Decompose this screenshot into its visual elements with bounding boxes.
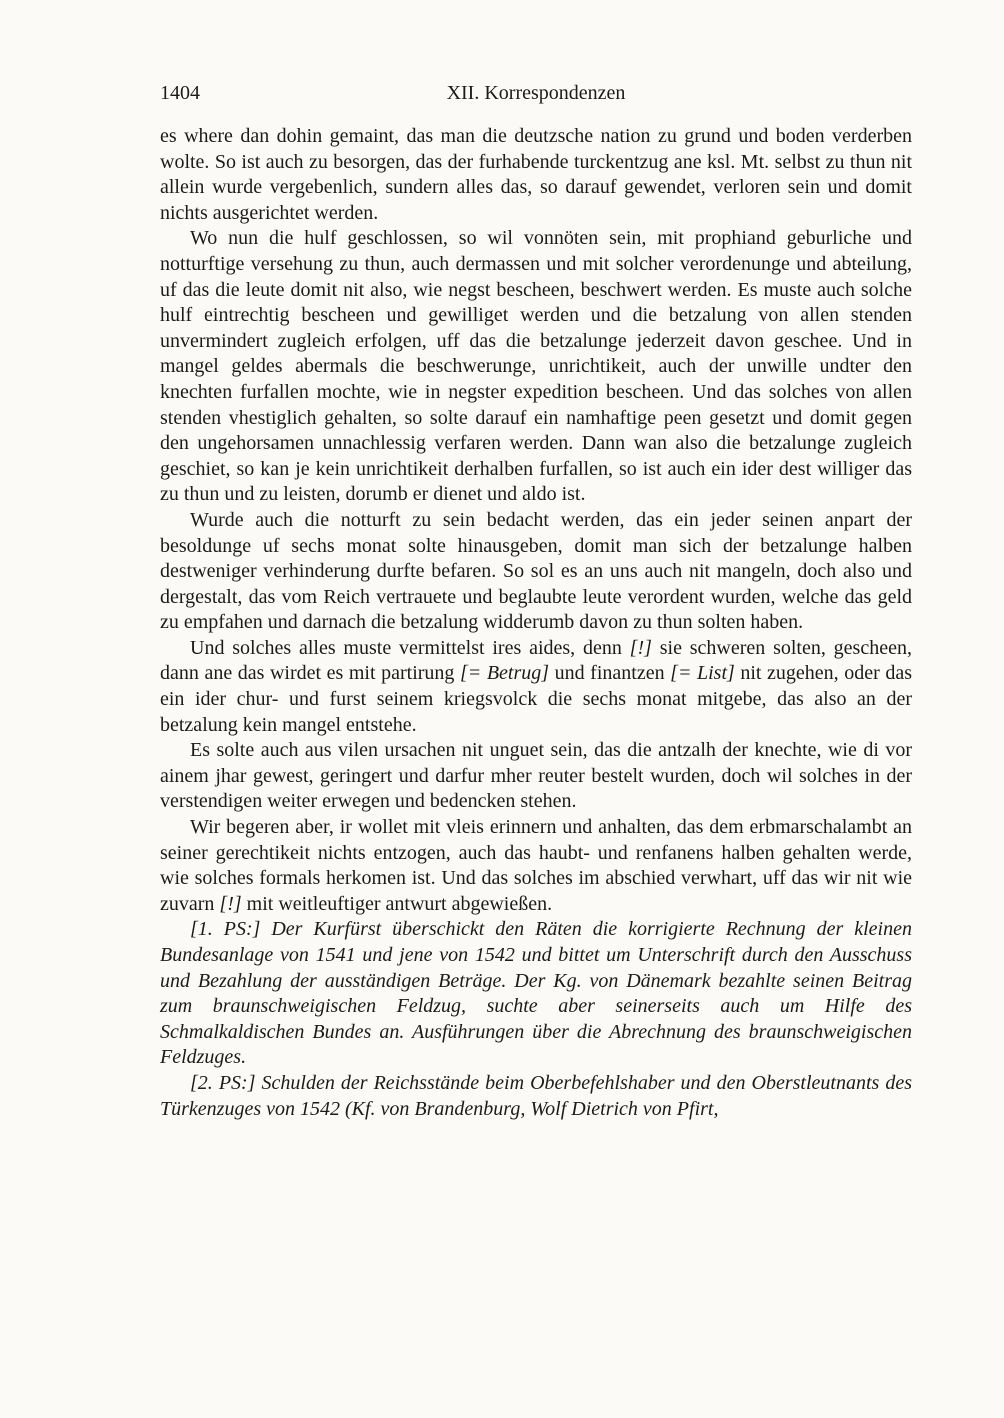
postscript-2: [2. PS:] Schulden der Reichsstände beim Oberbefehlshaber und den Oberstleutnants des Türkenzuges von 1542 (Kf. von Brandenburg, Wolf Dietrich von Pfirt, [160, 1071, 912, 1120]
body-paragraph-2: Wo nun die hulf geschlossen, so wil vonnöten sein, mit prophiand geburliche und notturftige versehung zu thun, auch dermassen und mit solcher verordenunge und abteilung, uf das die leute domit nit also, wie negst bescheen, beschwert werden. Es muste auch solche hulf eintrechtig bescheen und gewilliget werden und die betzalung von allen stenden unvermindert zugleich erfolgen, uff das die betzalunge jederzeit davon geschee. Und in mangel geldes abermals die beschwerunge, unrichtikeit, auch der unwille undter den knechten furfallen mochte, wie in negster expedition bescheen. Und das solches von allen stenden vhestiglich gehalten, so solte darauf ein namhaftige peen gesetzt und domit gegen den ungehorsamen unnachlessig verfaren werden. Dann wan also die betzalunge zugleich geschiet, so kan je kein unrichtikeit derhalben furfallen, so ist auch ein ider dest williger das zu thun und zu leisten, dorumb er dienet und aldo ist. [160, 227, 912, 506]
text-segment: Wir begeren aber, ir wollet mit vleis erinnern und anhalten, das dem erbmarschalambt an seiner gerechtikeit nichts entzogen, auch das haubt- und renfanens halben gehalten werde, wie solches formals herkomen ist. Und das solches im abschied verwhart, uff das wir nit wie zuvarn [160, 816, 912, 915]
text-segment: nit zugehen, oder das ein ider chur- und furst seinem kriegsvolck die sechs monat mitgebe, das also an der betzalung kein mangel entstehe. [160, 662, 913, 736]
page-number: 1404 [160, 82, 200, 104]
editorial-gloss: [= List] [670, 662, 735, 685]
text-segment: mit weitleuftiger antwurt abgewießen. [241, 892, 553, 915]
editorial-mark: [!] [219, 892, 242, 915]
text-segment: sie schweren solten, gescheen, dann ane das wirdet es mit partirung [160, 636, 912, 685]
running-title: XII. Korrespondenzen [446, 82, 626, 104]
body-paragraph-6 [160, 815, 912, 917]
page-body [160, 124, 912, 1122]
page-header [160, 82, 912, 109]
text-segment: Und solches alles muste vermittelst ires aides, denn [190, 636, 630, 659]
body-paragraph-5: Es solte auch aus vilen ursachen nit unguet sein, das die antzalh der knechte, wie di vor ainem jhar gewest, geringert und darfur mher reuter bestelt wurden, doch wil solches in der verstendigen weiter erwegen und bedencken stehen. [160, 739, 912, 813]
editorial-mark: [!] [629, 636, 652, 659]
postscript-1: [1. PS:] Der Kurfürst überschickt den Räten die korrigierte Rechnung der kleinen Bundesanlage von 1541 und jene von 1542 und bittet um Unterschrift durch den Ausschuss und Bezahlung der ausständigen Beträge. Der Kg. von Dänemark bezahlte seinen Beitrag zum braunschweigischen Feldzug, suchte aber seinerseits auch um Hilfe des Schmalkaldischen Bundes an. Ausführungen über die Abrechnung des braunschweigischen Feldzuges. [160, 918, 912, 1069]
editorial-gloss: [= Betrug] [459, 662, 550, 685]
body-paragraph-3: Wurde auch die notturft zu sein bedacht werden, das ein jeder seinen anpart der besoldunge uf sechs monat solte hinausgeben, domit man sich der betzalunge halben destweniger verhinderung durfte befaren. So sol es an uns auch nit mangeln, doch also und dergestalt, das vom Reich vertrauete und beglaubte leute verordent wurden, welche das geld zu empfahen und darnach die betzalung widderumb davon zu thun solten haben. [160, 508, 912, 634]
body-paragraph-1: es where dan dohin gemaint, das man die deutzsche nation zu grund und boden verderben wolte. So ist auch zu besorgen, das der furhabende turckentzug ane ksl. Mt. selbst zu thun nit allein wurde vergebenlich, sundern alles das, so darauf gewendet, verloren sein und domit nichts ausgerichtet werden. [160, 125, 912, 224]
text-segment: und finantzen [549, 662, 671, 685]
body-paragraph-4 [160, 636, 912, 738]
